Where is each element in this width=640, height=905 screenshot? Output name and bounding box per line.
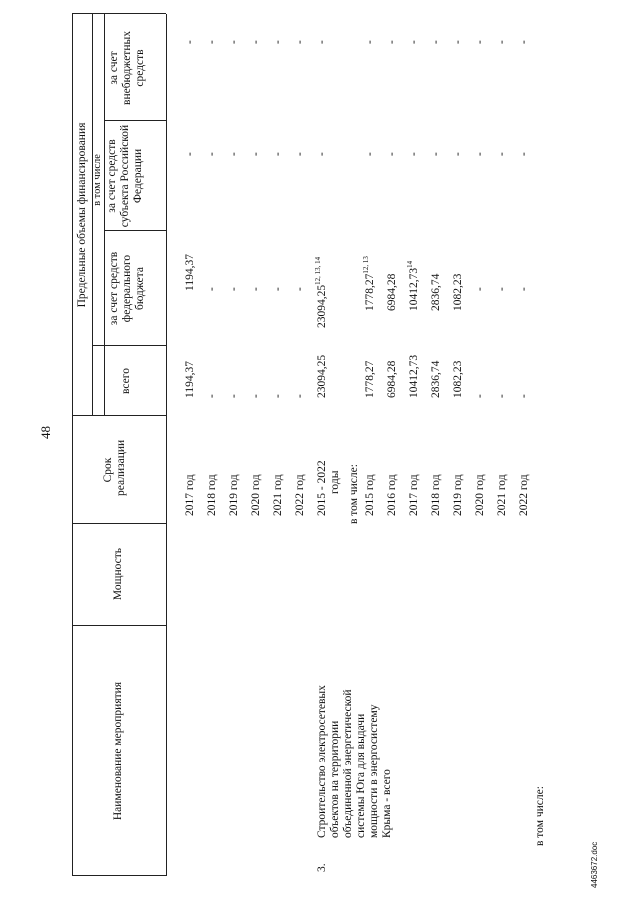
item-including-label: в том числе: [348,464,360,524]
federal-cell: - [228,287,240,291]
item-period-line: 2015 - 2022 [316,460,328,516]
header-total: всего [120,368,132,394]
federal-cell: - [496,287,508,291]
extrabudget-cell: - [250,40,262,44]
total-cell: 2836,74 [430,360,442,398]
item-number: 3. [316,863,328,872]
regional-cell: - [272,152,284,156]
extrabudget-cell: - [184,40,196,44]
regional-cell: - [206,152,218,156]
page-number: 48 [38,426,53,439]
total-cell: 1194,37 [184,361,196,398]
total-cell: - [206,394,218,398]
extrabudget-cell: - [386,40,398,44]
total-cell: - [518,394,530,398]
period-cell: 2020 год [250,474,262,516]
regional-cell: - [294,152,306,156]
federal-cell: - [474,287,486,291]
header-period: Срок реализации [102,439,127,496]
header-including: в том числе [92,154,103,206]
table-top-rule [72,14,73,876]
period-cell: 2018 год [430,474,442,516]
item-name-line: системы Юга для выдачи [355,713,367,838]
total-cell: 1778,27 [364,360,376,398]
regional-cell: - [496,152,508,156]
regional-cell: - [430,152,442,156]
extrabudget-cell: - [474,40,486,44]
extrabudget-cell: - [430,40,442,44]
header-funding: Предельные объемы финансирования [76,122,88,308]
period-cell: 2019 год [452,474,464,516]
regional-cell: - [250,152,262,156]
total-cell: - [272,394,284,398]
federal-cell: - [294,287,306,291]
extrabudget-cell: - [452,40,464,44]
total-cell: 10412,73 [408,354,420,398]
rule-regional-extra [104,120,166,121]
item-period-line: годы [329,470,341,494]
federal-cell: - [272,287,284,291]
item-name-line: мощности в энергосистему [368,704,380,838]
header-bottom-rule [166,14,167,876]
extrabudget-cell: - [518,40,530,44]
extrabudget-cell: - [496,40,508,44]
federal-cell: - [250,287,262,291]
federal-cell: 1194,37 [184,254,196,291]
period-cell: 2021 год [496,474,508,516]
total-cell: 1082,23 [452,360,464,398]
regional-cell: - [518,152,530,156]
item-extrabudget: - [316,40,328,44]
period-cell: 2017 год [408,474,420,516]
item-name-line: Строительство электросетевых [316,685,328,838]
period-cell: 2018 год [206,474,218,516]
extrabudget-cell: - [228,40,240,44]
header-extrabudget: за счет внебюджетных средств [108,31,146,105]
period-cell: 2021 год [272,474,284,516]
item-regional: - [316,152,328,156]
regional-cell: - [364,152,376,156]
regional-cell: - [474,152,486,156]
item-name-line: объединенной энергетической [342,689,354,838]
total-cell: - [228,394,240,398]
period-cell: 2022 год [294,474,306,516]
item-name-line: Крыма - всего [381,769,393,838]
rule-federal-regional [104,230,166,231]
extrabudget-cell: - [408,40,420,44]
regional-cell: - [452,152,464,156]
regional-cell: - [184,152,196,156]
item-federal: 23094,25$^{12, 13, 14}$ [314,256,328,328]
federal-cell: 6984,28 [386,273,398,311]
federal-cell: 2836,74 [430,273,442,311]
item-name-line: объектов на территории [329,720,341,838]
period-cell: 2020 год [474,474,486,516]
total-cell: - [474,394,486,398]
total-cell: - [250,394,262,398]
document-id: 4463672.doc [590,841,599,888]
regional-cell: - [386,152,398,156]
regional-cell: - [408,152,420,156]
extrabudget-cell: - [206,40,218,44]
regional-cell: - [228,152,240,156]
period-cell: 2015 год [364,474,376,516]
total-cell: 6984,28 [386,360,398,398]
period-cell: 2016 год [386,474,398,516]
header-federal: за счет средств федерального бюджета [108,251,146,326]
federal-cell: - [206,287,218,291]
extrabudget-cell: - [364,40,376,44]
extrabudget-cell: - [294,40,306,44]
header-capacity: Мощность [112,547,124,601]
federal-cell: 10412,73$^{14}$ [406,260,420,311]
footer-including-label: в том числе: [534,786,546,846]
header-name: Наименование мероприятия [112,681,124,821]
federal-cell: - [518,287,530,291]
item-total: 23094,25 [316,354,328,398]
extrabudget-cell: - [272,40,284,44]
federal-cell: 1082,23 [452,273,464,311]
total-cell: - [294,394,306,398]
header-regional: за счет средств субъекта Российской Федерации [106,124,144,228]
footnote-ref: 12, 13, 14 [314,256,323,285]
period-cell: 2017 год [184,474,196,516]
total-cell: - [496,394,508,398]
period-cell: 2019 год [228,474,240,516]
footnote-ref: 12, 13 [362,256,371,274]
budget-table [72,14,546,876]
federal-cell: 1778,27$^{12, 13}$ [362,256,376,311]
period-cell: 2022 год [518,474,530,516]
footnote-ref: 14 [406,260,415,268]
including-rule [104,14,105,416]
